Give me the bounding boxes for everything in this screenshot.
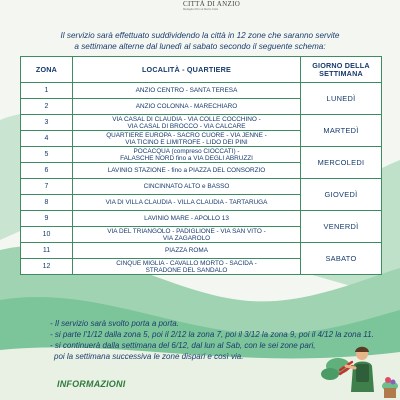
zone-number: 3 bbox=[21, 115, 73, 131]
zone-locality bbox=[73, 115, 301, 131]
locality-line: LAVINIO MARE - APOLLO 13 bbox=[144, 215, 229, 222]
zone-number: 7 bbox=[21, 179, 73, 195]
zone-locality bbox=[73, 179, 301, 195]
locality-line: POCACQUA (compreso CIOCCATI) - bbox=[133, 147, 240, 155]
day-cell: MARTEDÌ bbox=[301, 115, 382, 147]
city-logo bbox=[183, 0, 241, 11]
locality-line: STRADONE DEL SANDALO bbox=[145, 266, 228, 274]
zone-locality bbox=[73, 211, 301, 227]
intro-line-2: a settimane alterne dal lunedì al sabato secondo il seguente schema: bbox=[74, 42, 326, 51]
zone-locality bbox=[73, 147, 301, 163]
note-2: - si parte l'1/12 dalla zona 5, poi il 2/12 la zona 7, poi il 3/12 la zona 9, poi il 4/12 la zona 11. bbox=[50, 330, 374, 339]
zone-number: 12 bbox=[21, 259, 73, 275]
zone-number: 10 bbox=[21, 227, 73, 243]
zone-locality bbox=[73, 163, 301, 179]
intro-text bbox=[50, 30, 350, 52]
logo-title: CITTÀ DI ANZIO bbox=[183, 0, 241, 8]
table-row bbox=[21, 115, 382, 131]
zone-locality bbox=[73, 243, 301, 259]
day-cell: MERCOLEDI bbox=[301, 147, 382, 179]
locality-line: VIA ZAGAROLO bbox=[162, 234, 211, 242]
zone-number: 4 bbox=[21, 131, 73, 147]
header-giorno-line-1: GIORNO DELLA bbox=[312, 60, 370, 70]
header-localita: LOCALITÀ - QUARTIERE bbox=[73, 57, 301, 83]
zone-number: 1 bbox=[21, 83, 73, 99]
header-giorno bbox=[301, 57, 382, 83]
locality-line: FALASCHE NORD fino a VIA DEGLI ABRUZZI bbox=[120, 154, 253, 162]
locality-line: VIA CASAL DI CLAUDIA - VIA COLLE COCCHINO - bbox=[112, 115, 261, 123]
day-cell: VENERDÌ bbox=[301, 211, 382, 243]
locality-line: CINQUE MIGLIA - CAVALLO MORTO - SACIDA - bbox=[116, 259, 257, 267]
note-4: poi la settimana successiva le zone dispari e così via. bbox=[54, 352, 244, 361]
locality-line: VIA CASAL DI BROCCO - VIA CALCARE bbox=[127, 122, 246, 130]
day-cell: GIOVEDÌ bbox=[301, 179, 382, 211]
locality-line: VIA DEL TRIANGOLO - PADIGLIONE - VIA SAN VITO - bbox=[107, 227, 266, 235]
header-zona: ZONA bbox=[21, 57, 73, 83]
info-heading: INFORMAZIONI bbox=[57, 379, 126, 389]
locality-line: VIA TICINO E LIMITROFE - LIDO DEI PINI bbox=[125, 138, 248, 146]
logo-subtitle: Medaglia d'Oro al Merito Civile bbox=[183, 8, 219, 11]
zone-number: 2 bbox=[21, 99, 73, 115]
zone-number: 9 bbox=[21, 211, 73, 227]
locality-line: VIA DI VILLA CLAUDIA - VILLA CLAUDIA - TARTARUGA bbox=[105, 199, 268, 206]
locality-line: CINCINNATO ALTO e BASSO bbox=[143, 183, 230, 190]
header-giorno-line-2: SETTIMANA bbox=[319, 68, 363, 78]
locality-line: LAVINIO STAZIONE - fino a PIAZZA DEL CONSORZIO bbox=[107, 167, 266, 174]
zone-locality bbox=[73, 227, 301, 243]
note-3: - si continuerà dalla settimana del 6/12, dal lun al Sab, con le sei zone pari, bbox=[50, 341, 316, 350]
zone-locality bbox=[73, 259, 301, 275]
day-cell: LUNEDÌ bbox=[301, 83, 382, 115]
gardener-illustration bbox=[300, 336, 400, 400]
zone-locality bbox=[73, 83, 301, 99]
day-cell: SABATO bbox=[301, 243, 382, 275]
zone-locality bbox=[73, 99, 301, 115]
intro-line-1: Il servizio sarà effettuato suddividendo la città in 12 zone che saranno servite bbox=[60, 31, 340, 40]
zone-locality bbox=[73, 195, 301, 211]
locality-line: ANZIO COLONNA - MARECHIARO bbox=[135, 103, 238, 110]
zone-number: 6 bbox=[21, 163, 73, 179]
locality-line: ANZIO CENTRO - SANTA TERESA bbox=[135, 87, 238, 94]
table-row bbox=[21, 211, 382, 227]
zone-schedule-table bbox=[20, 56, 382, 275]
table-row bbox=[21, 83, 382, 99]
table-row bbox=[21, 147, 382, 163]
zone-locality bbox=[73, 131, 301, 147]
table-row bbox=[21, 179, 382, 195]
zone-number: 5 bbox=[21, 147, 73, 163]
table-row bbox=[21, 243, 382, 259]
table-header-row bbox=[21, 57, 382, 83]
locality-line: PIAZZA ROMA bbox=[165, 247, 208, 254]
note-1: - Il servizio sarà svolto porta a porta. bbox=[50, 319, 179, 328]
locality-line: QUARTIERE EUROPA - SACRO CUORE - VIA JENNE - bbox=[106, 131, 267, 139]
zone-number: 8 bbox=[21, 195, 73, 211]
zone-number: 11 bbox=[21, 243, 73, 259]
